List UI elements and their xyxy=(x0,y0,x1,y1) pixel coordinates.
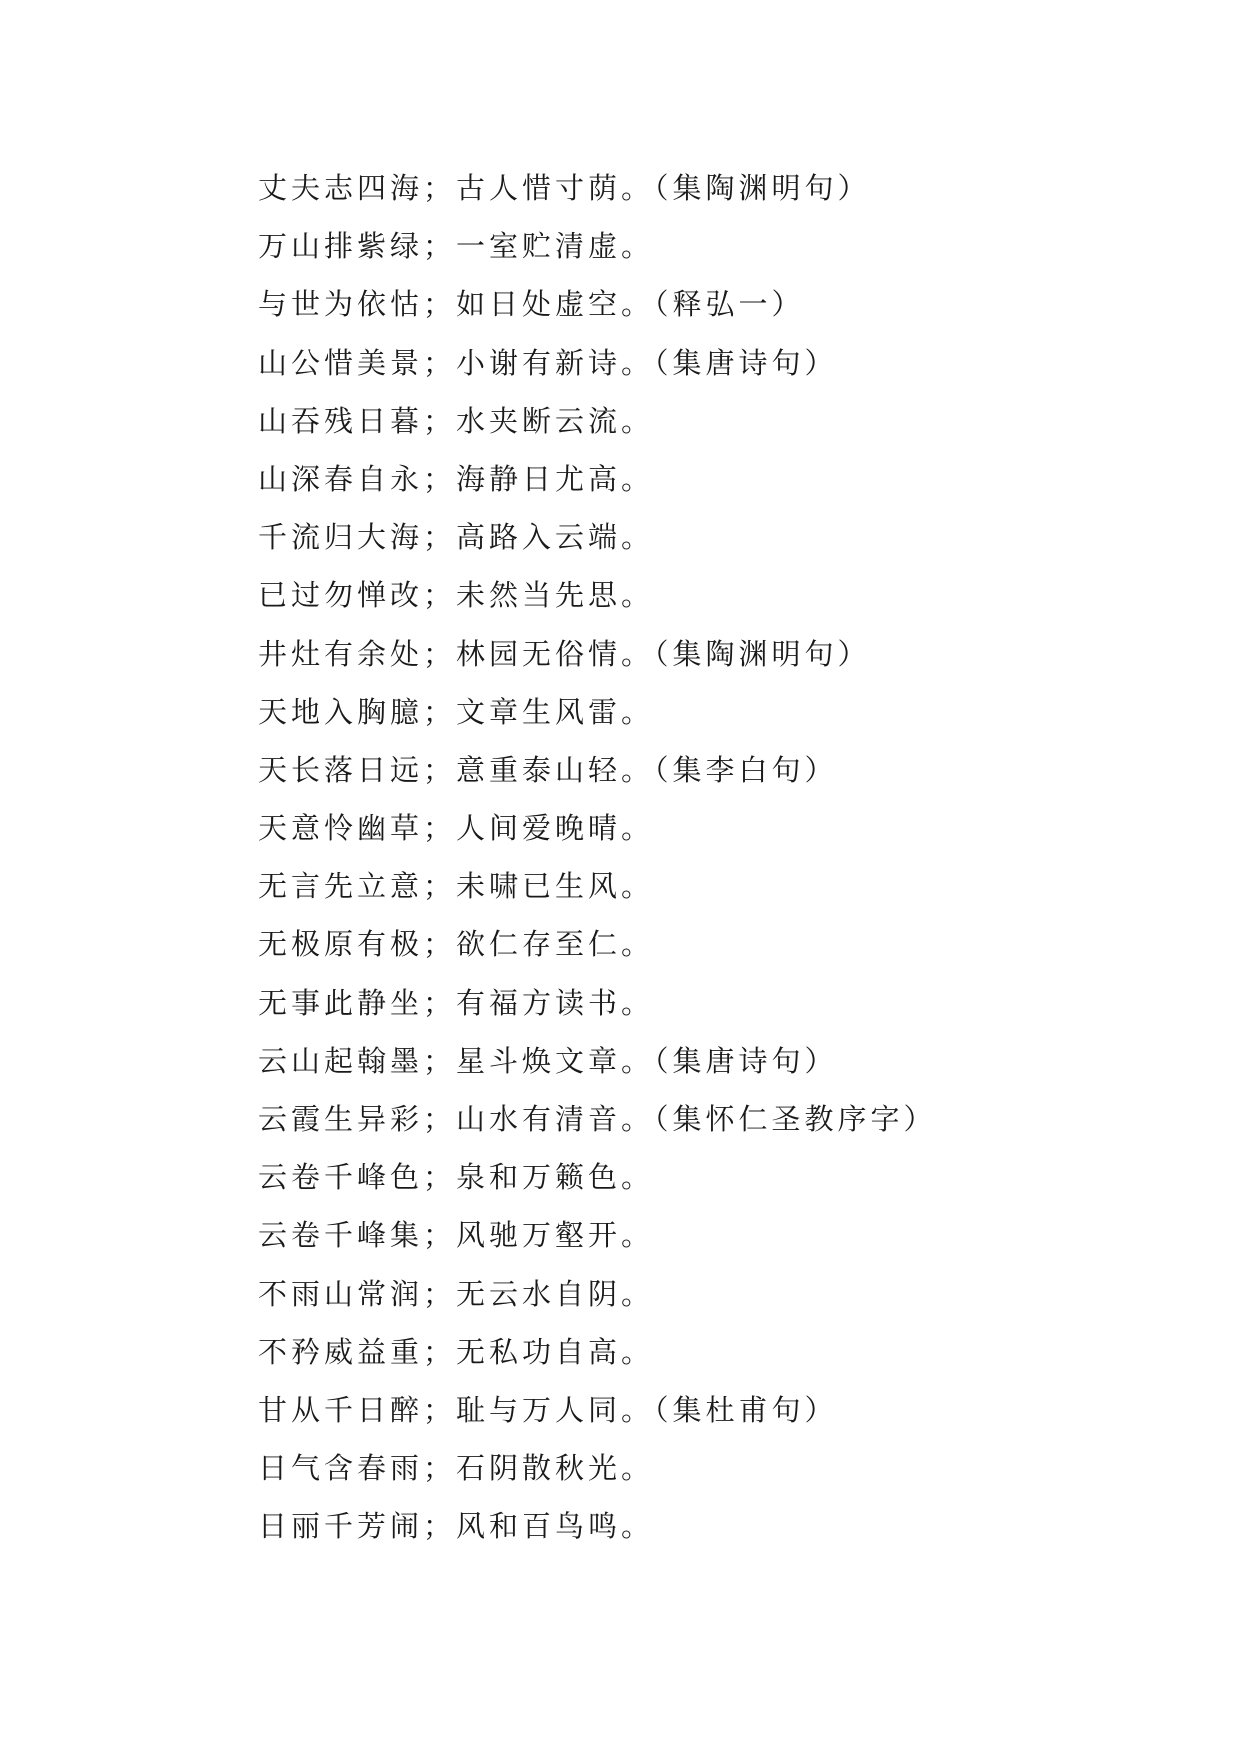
couplet-line: 甘从千日醉；耻与万人同。（集杜甫句） xyxy=(258,1392,838,1427)
couplet-line: 井灶有余处；林园无俗情。（集陶渊明句） xyxy=(258,636,871,671)
couplet-line: 云卷千峰集；风驰万壑开。 xyxy=(258,1218,655,1253)
couplet-line: 天意怜幽草；人间爱晚晴。 xyxy=(258,811,655,846)
couplet-line: 丈夫志四海；古人惜寸荫。（集陶渊明句） xyxy=(258,171,871,205)
couplet-line: 万山排紫绿；一室贮清虚。 xyxy=(258,229,655,264)
couplet-list xyxy=(258,159,1178,1556)
couplet-line: 与世为依怙；如日处虚空。（释弘一） xyxy=(258,287,805,322)
couplet-line: 山公惜美景；小谢有新诗。（集唐诗句） xyxy=(258,345,838,380)
couplet-line: 不雨山常润；无云水自阴。 xyxy=(258,1276,655,1311)
couplet-line: 云卷千峰色；泉和万籁色。 xyxy=(258,1160,655,1195)
couplet-line: 山深春自永；海静日尤高。 xyxy=(258,461,655,496)
couplet-line: 无言先立意；未啸已生风。 xyxy=(258,869,655,904)
couplet-line: 云山起翰墨；星斗焕文章。（集唐诗句） xyxy=(258,1043,838,1078)
couplet-line: 天地入胸臆；文章生风雷。 xyxy=(258,694,655,729)
couplet-line: 山吞残日暮；水夹断云流。 xyxy=(258,403,655,438)
couplet-line: 云霞生异彩；山水有清音。（集怀仁圣教序字） xyxy=(258,1102,937,1136)
couplet-line: 千流归大海；高路入云端。 xyxy=(258,520,655,555)
couplet-line: 无极原有极；欲仁存至仁。 xyxy=(258,927,655,962)
couplet-line: 日气含春雨；石阴散秋光。 xyxy=(258,1451,655,1486)
couplet-line: 天长落日远；意重泰山轻。（集李白句） xyxy=(258,752,838,787)
couplet-line: 不矜威益重；无私功自高。 xyxy=(258,1334,655,1369)
couplet-line: 无事此静坐；有福方读书。 xyxy=(258,985,655,1020)
couplet-line: 日丽千芳闹；风和百鸟鸣。 xyxy=(258,1509,655,1544)
couplet-line: 已过勿惮改；未然当先思。 xyxy=(258,578,655,613)
